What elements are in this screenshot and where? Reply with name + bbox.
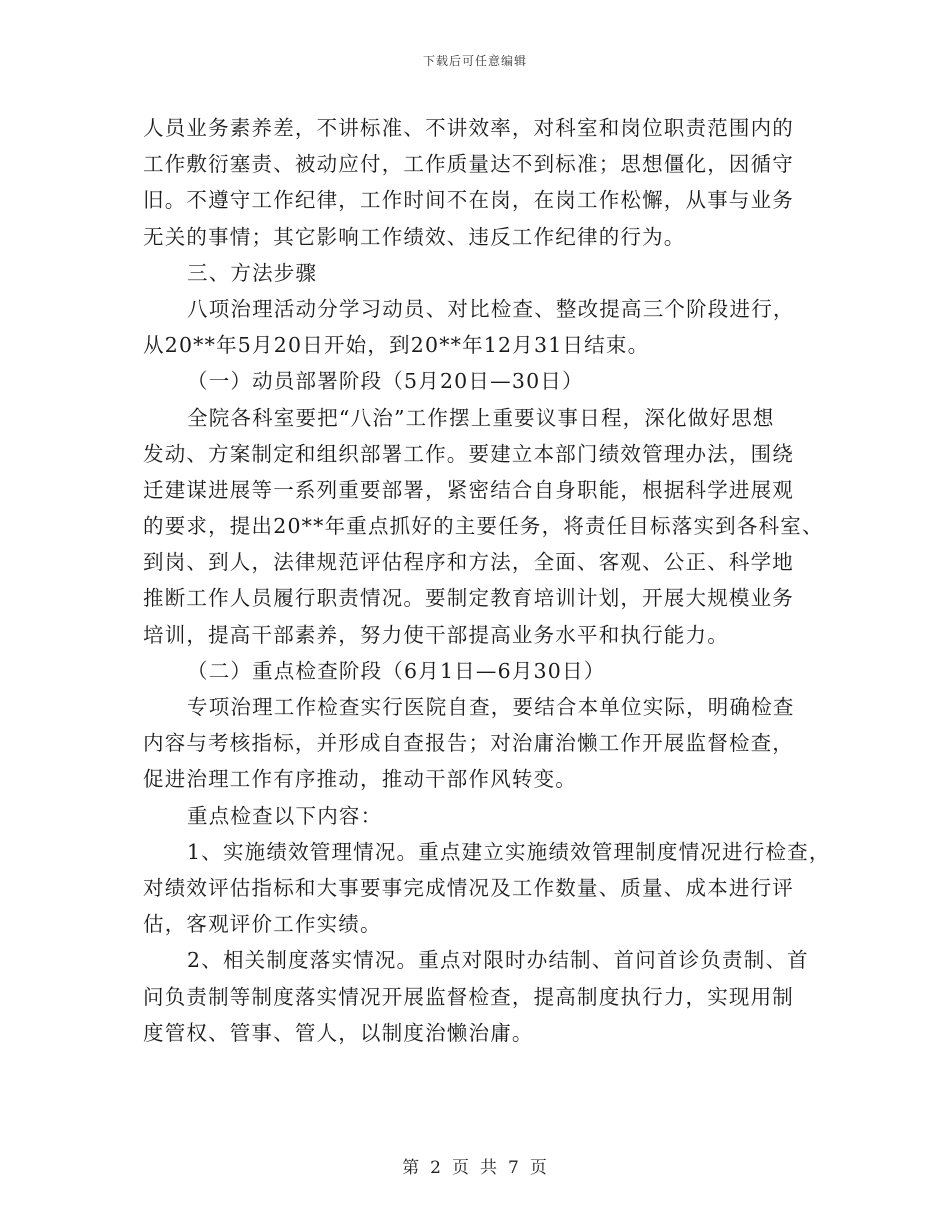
- body-line: 度管权、管事、管人，以制度治懒治庸。: [143, 1020, 534, 1045]
- footer-page-word: 页: [452, 1158, 470, 1178]
- footer-current-page: 2: [430, 1158, 442, 1178]
- body-line: 促进治理工作有序推动，推动干部作风转变。: [143, 767, 577, 792]
- page-header-note: 下载后可任意编辑: [422, 54, 527, 68]
- subsection-heading: （一）动员部署阶段（5月20日—30日）: [187, 369, 584, 394]
- body-line: 人员业务素养差，不讲标准、不讲效率，对科室和岗位职责范围内的: [143, 116, 794, 140]
- body-line: 对绩效评估指标和大事要事完成情况及工作数量、质量、成本进行评: [143, 875, 794, 900]
- document-body: [143, 110, 831, 1051]
- body-line: 推断工作人员履行职责情况。要制定教育培训计划，开展大规模业务: [143, 586, 794, 611]
- body-line: 八项治理活动分学习动员、对比检查、整改提高三个阶段进行，: [187, 296, 795, 321]
- body-line: 迁建谋进展等一系列重要部署，紧密结合自身职能，根据科学进展观: [143, 477, 794, 502]
- body-line: 到岗、到人，法律规范评估程序和方法，全面、客观、公正、科学地: [143, 550, 794, 575]
- footer-suffix: 页: [529, 1158, 548, 1178]
- body-line: 工作敷衍塞责、被动应付，工作质量达不到标准；思想僵化，因循守: [143, 152, 794, 177]
- subsection-heading: （二）重点检查阶段（6月1日—6月30日）: [187, 658, 606, 683]
- body-line: 1、实施绩效管理情况。重点建立实施绩效管理制度情况进行检查，: [187, 839, 831, 864]
- footer-total-word: 共: [480, 1158, 498, 1178]
- body-line: 的要求，提出20**年重点抓好的主要任务，将责任目标落实到各科室、: [143, 514, 824, 539]
- body-line: 培训，提高干部素养，努力使干部提高业务水平和执行能力。: [143, 622, 729, 647]
- body-line: 从20**年5月20日开始，到20**年12月31日结束。: [143, 333, 650, 358]
- page-footer: [0, 1153, 950, 1178]
- body-line: 重点检查以下内容：: [187, 803, 383, 828]
- body-line: 无关的事情；其它影响工作绩效、违反工作纪律的行为。: [143, 224, 686, 249]
- body-line: 发动、方案制定和组织部署工作。要建立本部门绩效管理办法，围绕: [143, 441, 794, 466]
- section-heading: 三、方法步骤: [187, 260, 318, 285]
- footer-total-pages: 7: [508, 1158, 520, 1178]
- body-line: 问负责制等制度落实情况开展监督检查，提高制度执行力，实现用制: [143, 984, 794, 1009]
- body-line: 旧。不遵守工作纪律，工作时间不在岗，在岗工作松懈，从事与业务: [143, 188, 794, 213]
- footer-prefix: 第: [402, 1158, 421, 1178]
- body-line: 内容与考核指标，并形成自查报告；对治庸治懒工作开展监督检查，: [143, 731, 794, 756]
- body-line: 2、相关制度落实情况。重点对限时办结制、首问首诊负责制、首: [187, 948, 809, 973]
- body-line: 专项治理工作检查实行医院自查，要结合本单位实际，明确检查: [187, 695, 795, 719]
- body-line: 全院各科室要把“八治”工作摆上重要议事日程，深化做好思想: [187, 405, 775, 430]
- body-line: 估，客观评价工作实绩。: [143, 912, 382, 937]
